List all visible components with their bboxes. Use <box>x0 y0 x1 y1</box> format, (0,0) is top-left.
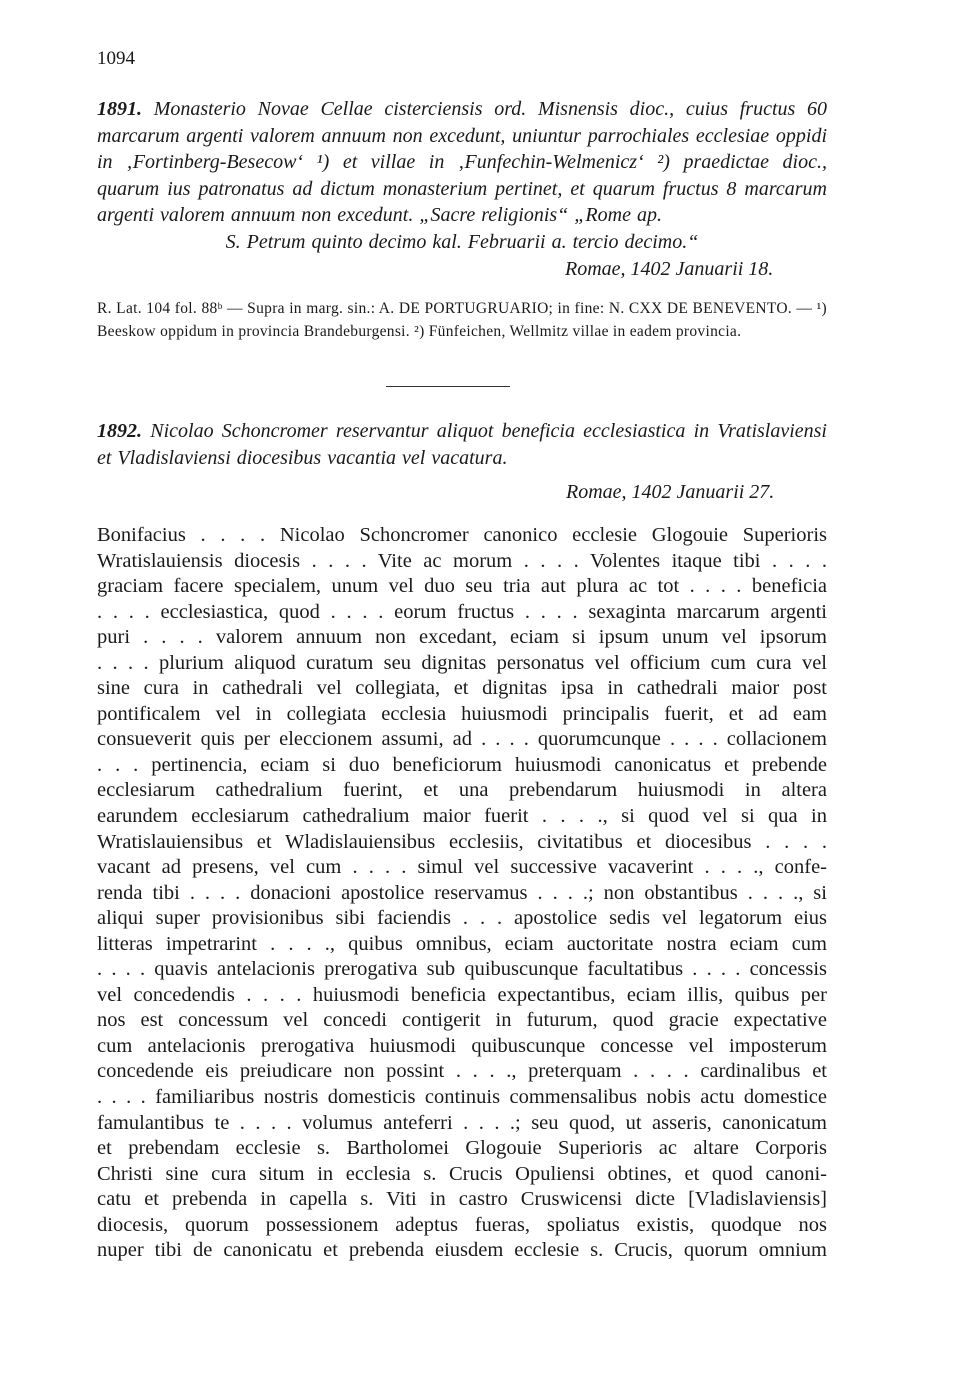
body-line: ecclesiarum cathedralium fuerint, et una prebendarum huiusmodi in altera <box>97 779 827 802</box>
body-line: pontificalem vel in collegiata ecclesia huiusmodi principalis fuerit, et ad eam <box>97 702 827 725</box>
body-line: . . . pertinencia, eciam si duo beneficiorum huiusmodi canonicatus et prebende <box>97 753 827 776</box>
body-line: renda tibi . . . . donacioni apostolice reservamus . . . .; non obstantibus . . . ., si <box>97 881 827 904</box>
body-line: Wratislauiensibus et Wladislauiensibus ecclesiis, civitatibus et diocesibus . . . . <box>97 830 827 853</box>
document-body-1892 <box>97 523 827 1264</box>
regest-text-1892: Nicolao Schoncromer reservantur aliquot beneficia ecclesiastica in Vratislaviensi et Vladislaviensi diocesibus vacantia vel vacatura. <box>97 420 827 469</box>
regest-text-1891: Monasterio Novae Cellae cisterciensis ord. Misnensis dioc., cuius fructus 60 marcarum argenti valorem annuum non excedunt, uniuntur parrochiales ecclesiae oppidi in ‚Fortinberg-Besecow‘ ¹) et villae in ‚Funfechin-Welmenicz‘ ²) praedictae dioc., quarum ius patronatus ad dictum monasterium pertinet, et quarum fructus 8 marcarum argenti valorem annuum non excedunt. „Sacre religionis“ „Rome ap. <box>97 98 828 227</box>
body-line: puri . . . . valorem annuum non excedant, eciam si ipsum unum vel ipsorum <box>97 626 827 649</box>
separator-rule <box>386 386 510 387</box>
body-line: diocesis, quorum possessionem adeptus fueras, spoliatus existis, quodque nos <box>97 1213 827 1236</box>
body-line: . . . . plurium aliquod curatum seu dignitas personatus vel officium cum cura vel <box>97 651 827 674</box>
body-line: et prebendam ecclesie s. Bartholomei Glogouie Superioris ac altare Corporis <box>97 1137 827 1160</box>
body-line: graciam facere specialem, unum vel duo seu tria aut plura ac tot . . . . beneficia <box>97 575 827 598</box>
entry-number-1891: 1891. <box>97 98 142 120</box>
body-line: catu et prebenda in capella s. Viti in castro Cruswicensi dicte [Vladislaviensis] <box>97 1188 827 1211</box>
body-line: Wratislauiensis diocesis . . . . Vite ac morum . . . . Volentes itaque tibi . . . . <box>97 549 827 572</box>
body-line: Christi sine cura situm in ecclesia s. Crucis Opuliensi obtines, et quod canoni- <box>97 1162 827 1185</box>
entry-number-1892: 1892. <box>97 420 142 442</box>
body-line: . . . . ecclesiastica, quod . . . . eorum fructus . . . . sexaginta marcarum argenti <box>97 600 827 623</box>
body-line: aliqui super provisionibus sibi faciendis . . . apostolice sedis vel legatorum eius <box>97 907 827 930</box>
body-line: concedende eis preiudicare non possint . . . ., preterquam . . . . cardinalibus et <box>97 1060 827 1083</box>
date-1891: Romae, 1402 Januarii 18. <box>565 258 774 280</box>
body-line: consueverit quis per eleccionem assumi, ad . . . . quorumcunque . . . . collacionem <box>97 728 827 751</box>
body-line: vel concedendis . . . . huiusmodi beneficia expectantibus, eciam illis, quibus per <box>97 983 827 1006</box>
body-line: nuper tibi de canonicatu et prebenda eiusdem ecclesie s. Crucis, quorum omnium <box>97 1239 827 1262</box>
body-line: Bonifacius . . . . Nicolao Schoncromer canonico ecclesie Glogouie Superioris <box>97 524 827 546</box>
body-line: earundem ecclesiarum cathedralium maior fuerit . . . ., si quod vel si qua in <box>97 805 827 828</box>
body-line: sine cura in cathedrali vel collegiata, et dignitas ipsa in cathedrali maior post <box>97 677 827 700</box>
body-line: cum antelacionis prerogativa huiusmodi quibuscunque concesse vel imposterum <box>97 1034 827 1057</box>
body-line: famulantibus te . . . . volumus anteferri . . . .; seu quod, ut asseris, canonicatum <box>97 1111 827 1134</box>
body-line: . . . . quavis antelacionis prerogativa sub quibuscunque facultatibus . . . . concessis <box>97 958 827 981</box>
body-line: . . . . familiaribus nostris domesticis continuis commensalibus nobis actu domestice <box>97 1086 827 1109</box>
footnotes-1891: R. Lat. 104 fol. 88ᵇ — Supra in marg. sin.: A. DE PORTUGRUARIO; in fine: N. CXX DE BENEVENTO. — ¹) Beeskow oppidum in provincia Brandeburgensi. ²) Fünfeichen, Wellmitz villae in eadem provincia. <box>97 300 827 341</box>
body-line: nos est concessum vel concedi contigerit in futurum, quod gracie expectative <box>97 1009 827 1032</box>
body-line: vacant ad presens, vel cum . . . . simul vel successive vacaverint . . . ., confe- <box>97 856 827 879</box>
date-1892: Romae, 1402 Januarii 27. <box>566 481 775 503</box>
regest-text-1891-last: S. Petrum quinto decimo kal. Februarii a. tercio decimo.“ <box>225 230 699 253</box>
regest-1892 <box>97 418 827 471</box>
regest-1891 <box>97 96 827 256</box>
body-line: litteras impetrarint . . . ., quibus omnibus, eciam auctoritate nostra eciam cum <box>97 932 827 955</box>
page-number: 1094 <box>97 48 135 69</box>
